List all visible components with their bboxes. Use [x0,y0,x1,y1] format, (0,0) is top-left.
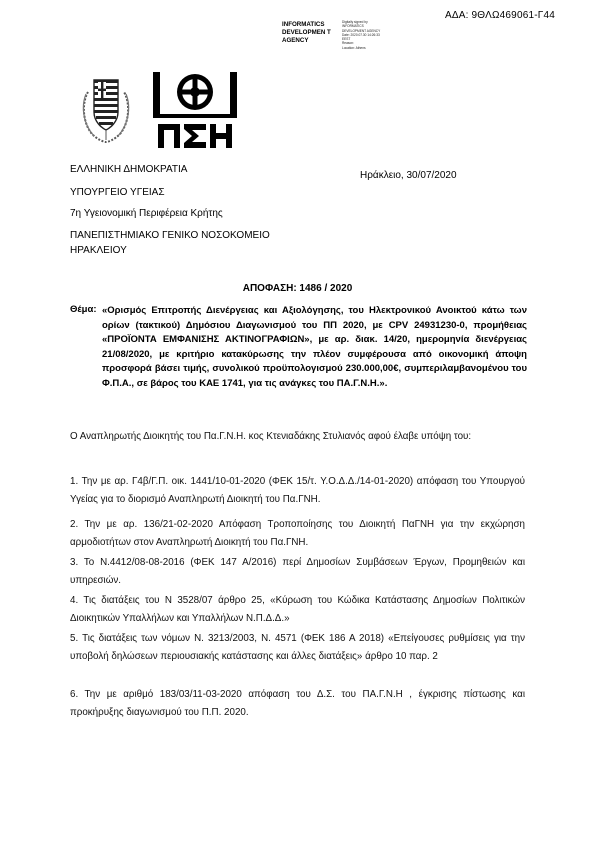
subject-text: «Ορισμός Επιτροπής Διενέργειας και Αξιολόγησης, του Ηλεκτρονικού Ανοικτού κάτω των ορίων (τακτικού) Δημόσιου Διαγωνισμού του ΠΠ 2020, με CPV 24931230-0, προμήθειας «ΠΡΟΪΟΝΤΑ ΕΜΦΑΝΙΣΗΣ ΑΚΤΙΝΟΓΡΑΦΙΩΝ», με αρ. διακ. 14/20, ημερομηνία διενέργειας 21/08/2020, με κριτήριο κατακύρωσης την πλέον συμφέρουσα από οικονομική άποψη προσφορά βάσει τιμής, συνολικού προϋπολογισμού 230.000,00€, συμπεριλαμβανομένου του Φ.Π.Α., σε βάρος του ΚΑΕ 1741, για τις ανάγκες του ΠΑ.Γ.Ν.Η.». [102,305,527,389]
header-line-city: ΗΡΑΚΛΕΙΟΥ [70,245,127,256]
document-date: Ηράκλειο, 30/07/2020 [360,170,457,181]
header-line-republic: ΕΛΛΗΝΙΚΗ ΔΗΜΟΚΡΑΤΙΑ [70,164,188,175]
list-item: 5. Τις διατάξεις των νόμων Ν. 3213/2003, Ν. 4571 (ΦΕΚ 186 Α 2018) «Επείγουσες ρυθμίσεις για την υποβολή δηλώσεων περιουσιακής κατάστασης και άλλες διατάξεις» άρθρο 10 παρ. 2 [70,633,525,662]
list-item: 6. Την με αριθμό 183/03/11-03-2020 απόφαση του Δ.Σ. του ΠΑ.Γ.Ν.Η , έγκρισης πίστωσης και προκήρυξης διαγωνισμού του Π.Π. 2020. [70,689,525,718]
signature-line: Date: 2020.07.30 14:26:33 [342,32,380,37]
signature-line: DEVELOPMENT AGENCY [342,28,381,33]
list-item: 3. Το Ν.4412/08-08-2016 (ΦΕΚ 147 Α/2016) περί Δημοσίων Συμβάσεων Έργων, Προμηθειών και υπηρεσιών. [70,557,525,586]
signature-line: Reason: [342,41,354,46]
signature-line: EEST [342,37,351,42]
ida-logo-name: INFORMATICS DEVELOPMEN T AGENCY [282,21,331,44]
intro-paragraph: Ο Αναπληρωτής Διοικητής του Πα.Γ.Ν.Η. κος Κτενιαδάκης Στυλιανός αφού έλαβε υπόψη του: [70,431,472,442]
header-line-ministry: ΥΠΟΥΡΓΕΙΟ ΥΓΕΙΑΣ [70,187,165,198]
ada-code: ΑΔΑ: 9ΘΛΩ469061-Γ44 [444,10,555,21]
hospital-logo-icon [150,70,240,150]
greek-coat-of-arms-icon [80,70,132,144]
header-line-region: 7η Υγειονομική Περιφέρεια Κρήτης [70,208,223,219]
decision-title: ΑΠΟΦΑΣΗ: 1486 / 2020 [242,283,353,294]
subject-label: Θέμα: [70,304,97,315]
list-item: 1. Την με αρ. Γ4β/Γ.Π. οικ. 1441/10-01-2020 (ΦΕΚ 15/τ. Υ.Ο.Δ.Δ./14-01-2020) απόφαση του Υπουργού Υγείας για το διορισμό Αναπληρωτή Διοικητή του Πα.ΓΝΗ. [70,476,525,505]
digital-signature-info [342,20,412,50]
signature-line: INFORMATICS [342,24,364,29]
list-item: 2. Την με αρ. 136/21-02-2020 Απόφαση Τροποποίησης του Διοικητή ΠαΓΝΗ για την εκχώρηση αρμοδιοτήτων στον Αναπληρωτή Διοικητή του Πα.ΓΝΗ. [70,519,525,548]
signature-line: Digitally signed by [342,20,368,24]
header-line-hospital: ΠΑΝΕΠΙΣΤΗΜΙΑΚΟ ΓΕΝΙΚΟ ΝΟΣΟΚΟΜΕΙΟ [70,230,270,241]
list-item: 4. Τις διατάξεις του Ν 3528/07 άρθρο 25, «Κύρωση του Κώδικα Κατάστασης Δημοσίων Πολιτικών Διοικητικών Υπαλλήλων και Υπαλλήλων Ν.Π.Δ.Δ.» [70,595,525,624]
signature-line: Location: Athens [342,45,366,50]
